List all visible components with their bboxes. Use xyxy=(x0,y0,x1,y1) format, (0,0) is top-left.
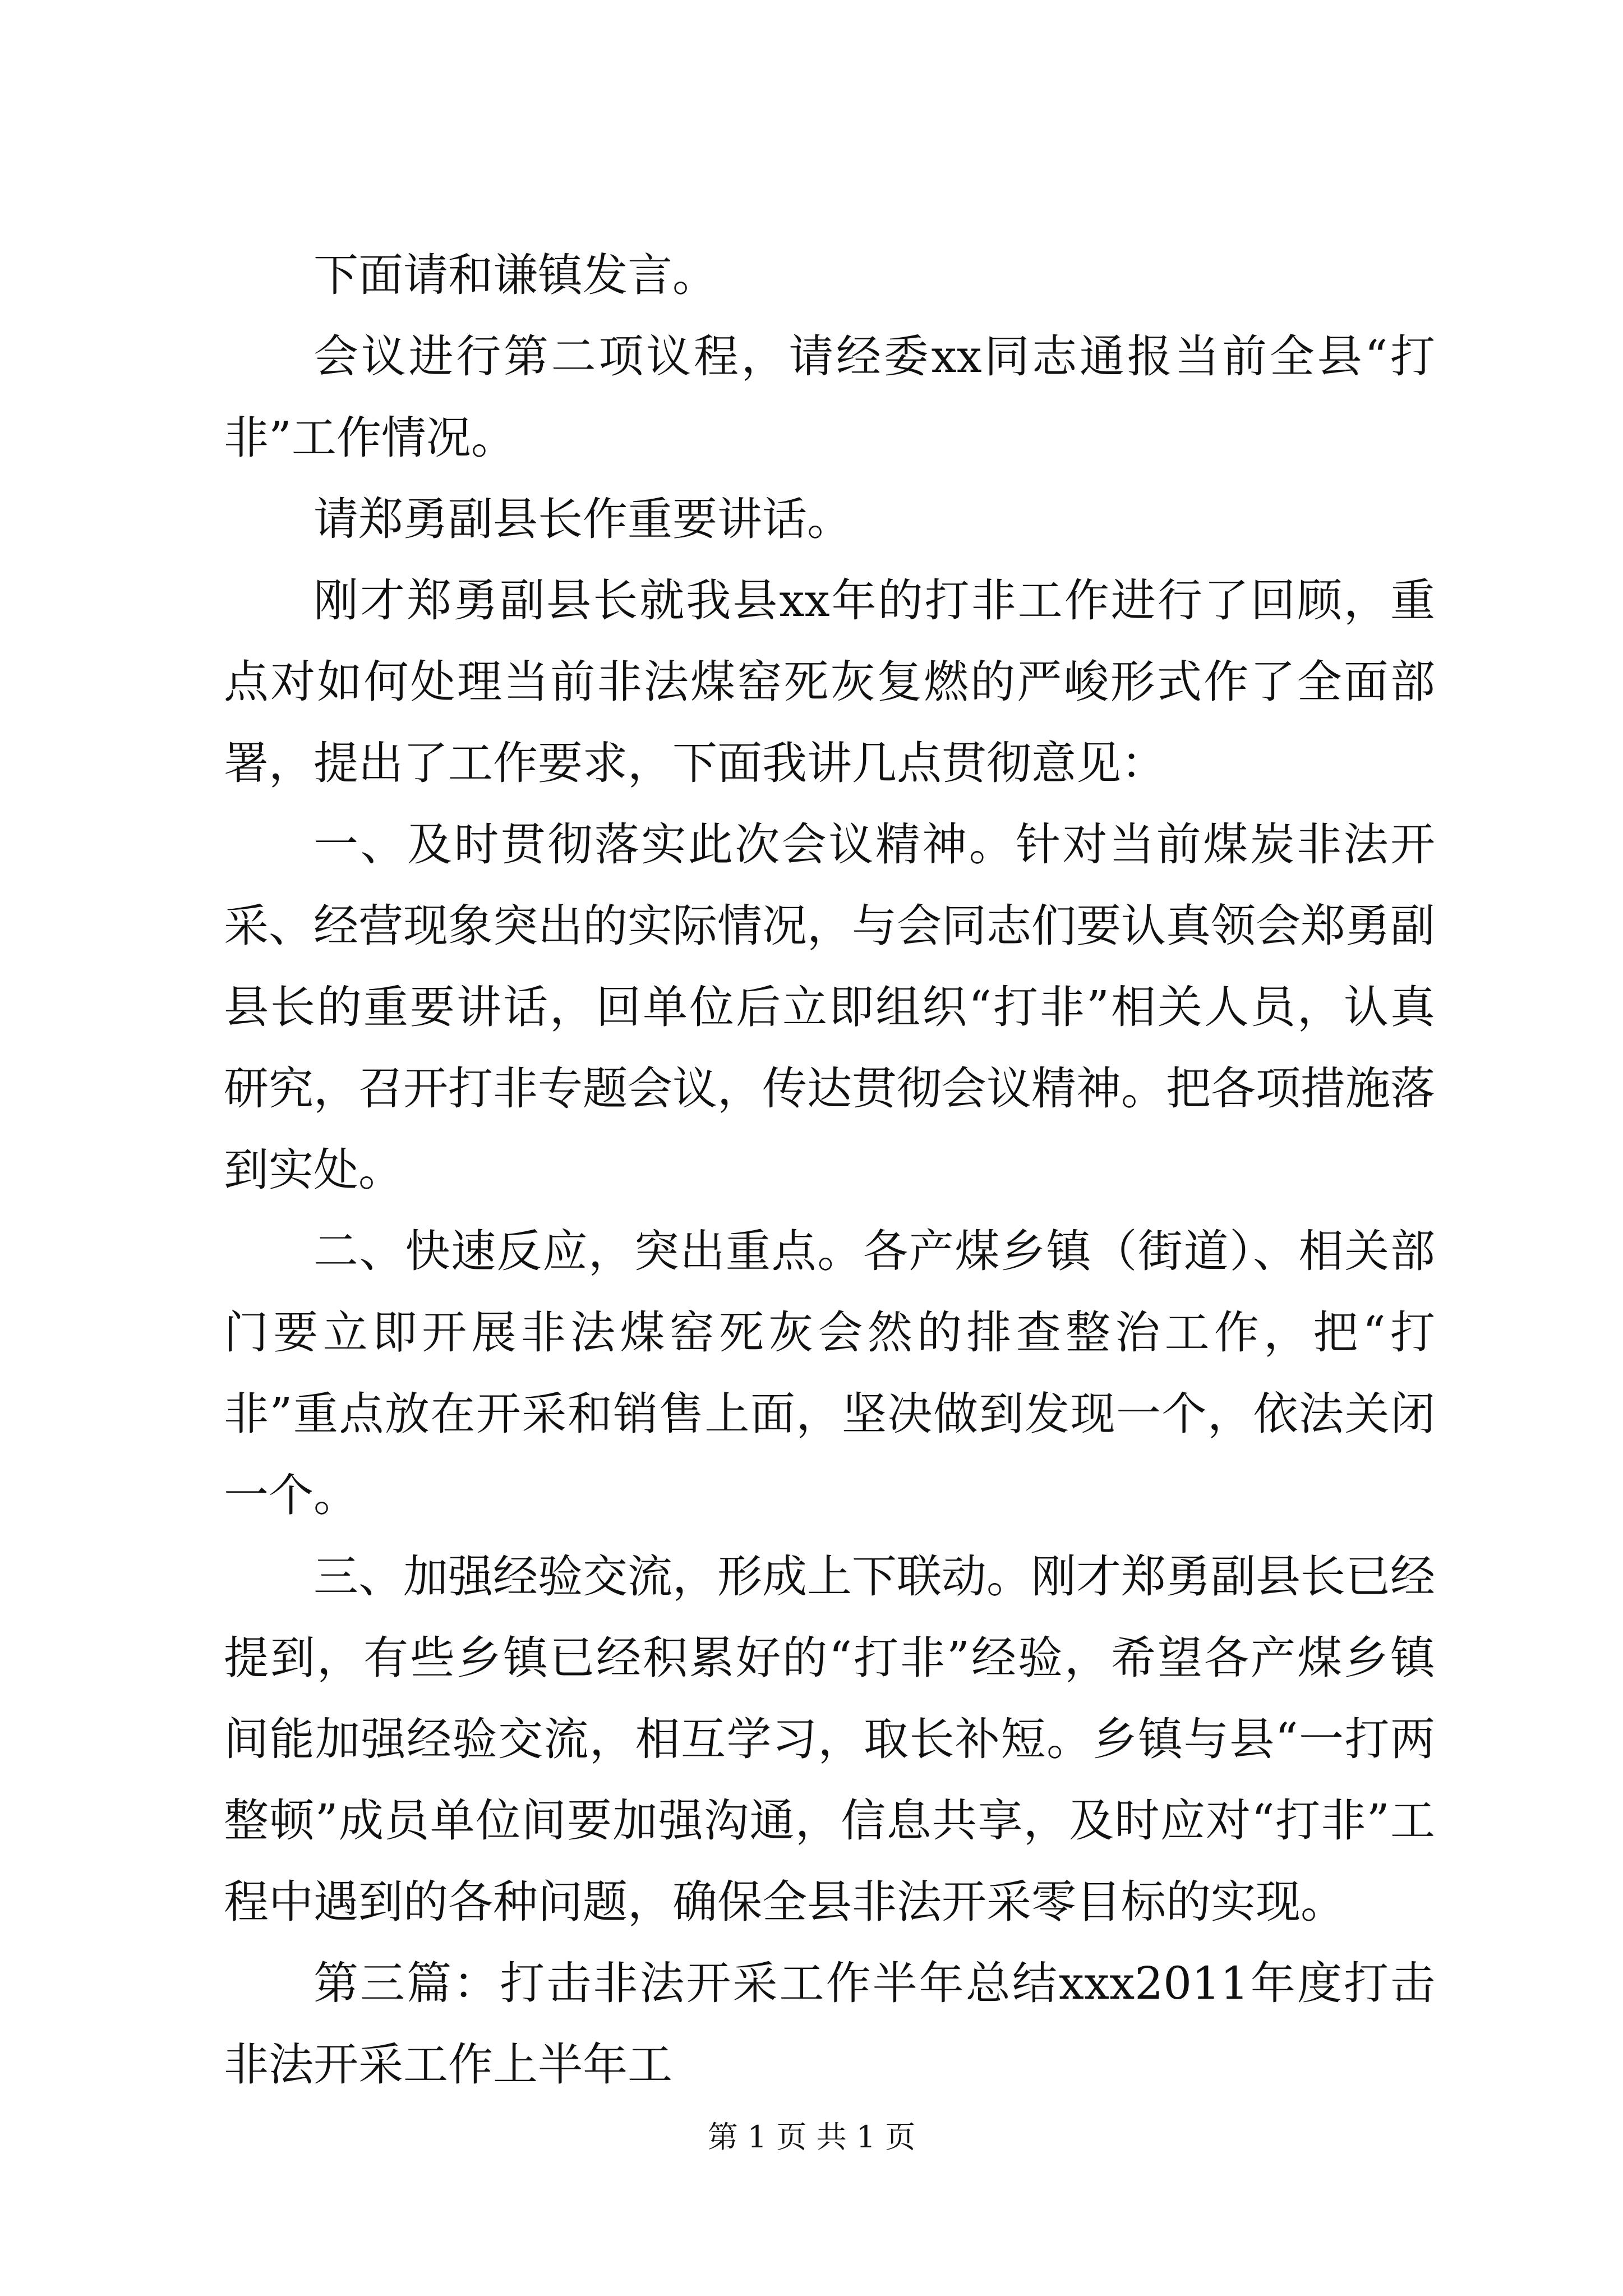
paragraph-4: 刚才郑勇副县长就我县xx年的打非工作进行了回顾，重点对如何处理当前非法煤窑死灰复燃的严峻形式作了全面部署，提出了工作要求，下面我讲几点贯彻意见： xyxy=(224,574,1435,789)
paragraph-2: 会议进行第二项议程，请经委xx同志通报当前全县“打非”工作情况。 xyxy=(224,330,1435,464)
page-number-footer: 第 1 页 共 1 页 xyxy=(707,2119,916,2155)
document-body xyxy=(224,234,1435,2105)
paragraph-6: 二、快速反应，突出重点。各产煤乡镇（街道）、相关部门要立即开展非法煤窑死灰会然的排查整治工作，把“打非”重点放在开采和销售上面，坚决做到发现一个，依法关闭一个。 xyxy=(224,1225,1435,1521)
paragraph-8: 第三篇：打击非法开采工作半年总结xxx2011年度打击非法开采工作上半年工 xyxy=(224,1957,1435,2091)
paragraph-7: 三、加强经验交流，形成上下联动。刚才郑勇副县长已经提到，有些乡镇已经积累好的“打非”经验，希望各产煤乡镇间能加强经验交流，相互学习，取长补短。乡镇与县“一打两整顿”成员单位间要加强沟通，信息共享，及时应对“打非”工程中遇到的各种问题，确保全县非法开采零目标的实现。 xyxy=(224,1550,1435,1928)
paragraph-3: 请郑勇副县长作重要讲话。 xyxy=(313,493,852,545)
paragraph-5: 一、及时贯彻落实此次会议精神。针对当前煤炭非法开采、经营现象突出的实际情况，与会同志们要认真领会郑勇副县长的重要讲话，回单位后立即组织“打非”相关人员，认真研究，召开打非专题会议，传达贯彻会议精神。把各项措施落到实处。 xyxy=(224,818,1435,1196)
paragraph-1: 下面请和谦镇发言。 xyxy=(313,249,717,301)
